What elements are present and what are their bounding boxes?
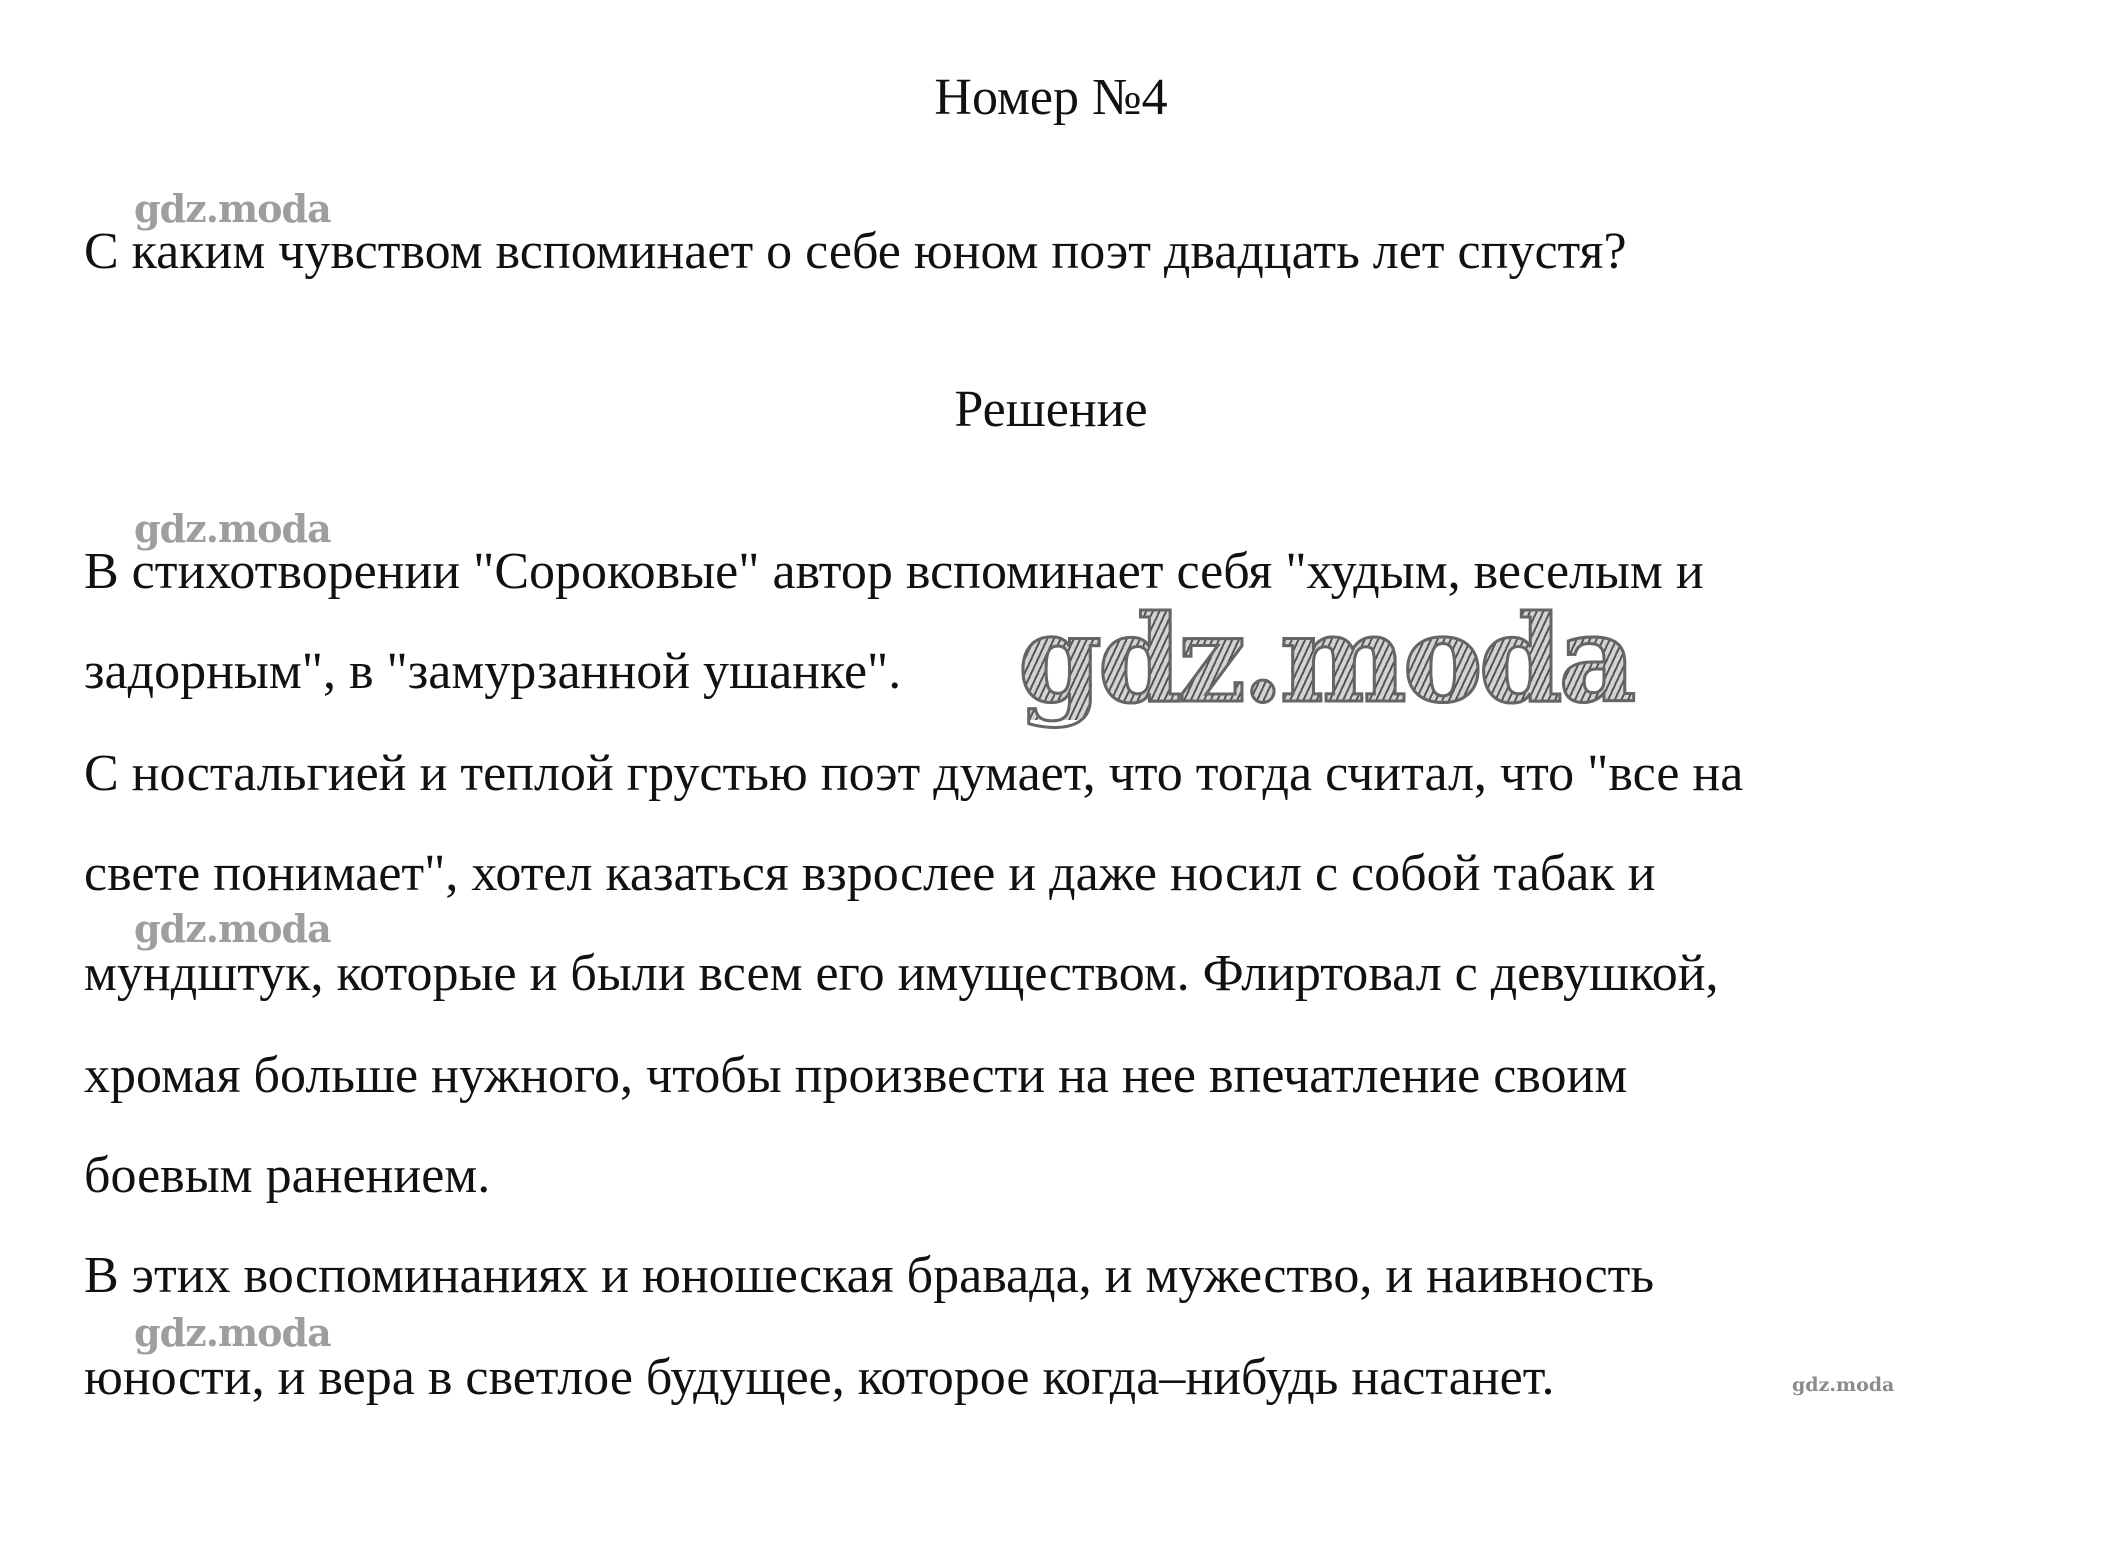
question-text: С каким чувством вспоминает о себе юном поэт двадцать лет спустя? (84, 223, 1627, 280)
watermark-logo-large: gdz.moda (1018, 589, 1633, 730)
solution-line: В этих воспоминаниях и юношеская бравада, и мужество, и наивность (84, 1247, 1655, 1304)
watermark-logo-tiny: gdz.moda (1792, 1374, 1895, 1396)
solution-line: хромая больше нужного, чтобы произвести на нее впечатление своим (84, 1047, 1628, 1104)
solution-line: задорным", в "замурзанной ушанке". (84, 643, 902, 700)
solution-line: В стихотворении "Сороковые" автор вспоминает себя "худым, веселым и (84, 543, 1704, 600)
solution-line: мундштук, которые и были всем его имуществом. Флиртовал с девушкой, (84, 945, 1719, 1002)
solution-line: свете понимает", хотел казаться взрослее и даже носил с собой табак и (84, 845, 1656, 902)
watermark-logo: gdz.moda (134, 506, 331, 551)
watermark-logo: gdz.moda (134, 906, 331, 951)
solution-line: юности, и вера в светлое будущее, которое когда–нибудь настанет. (84, 1349, 1555, 1406)
solution-line: боевым ранением. (84, 1147, 491, 1204)
watermark-logo: gdz.moda (134, 1310, 331, 1355)
page-title: Номер №4 (934, 69, 1168, 126)
solution-heading: Решение (954, 381, 1148, 438)
watermark-logo: gdz.moda (134, 186, 331, 231)
solution-line: С ностальгией и теплой грустью поэт думает, что тогда считал, что "все на (84, 745, 1744, 802)
